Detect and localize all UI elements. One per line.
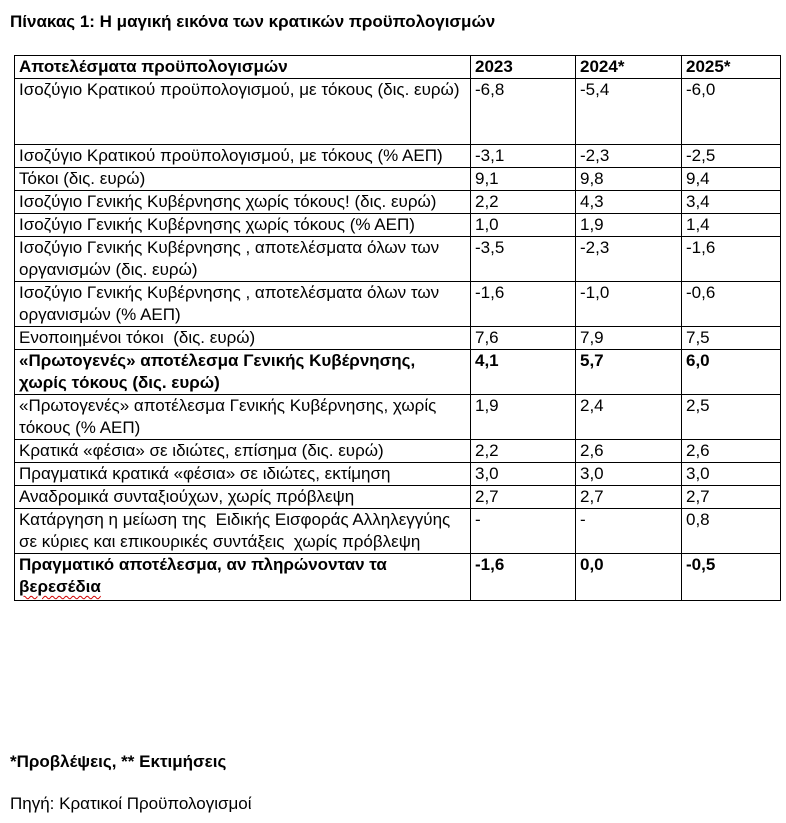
cell-2025: -0,6 (682, 282, 781, 327)
table-row (15, 395, 781, 440)
table-row-highlight (15, 350, 781, 395)
table-header-row (15, 56, 781, 79)
row-label: Ισοζύγιο Γενικής Κυβέρνησης , αποτελέσματα όλων των οργανισμών (% ΑΕΠ) (15, 282, 471, 327)
cell-2023: -3,1 (471, 145, 576, 168)
cell-2025: 3,0 (682, 463, 781, 486)
footnote: *Προβλέψεις, ** Εκτιμήσεις (10, 752, 227, 771)
cell-2025: -6,0 (682, 79, 781, 145)
cell-2025: -1,6 (682, 237, 781, 282)
cell-2024: 2,4 (576, 395, 682, 440)
table-row (15, 509, 781, 554)
table-row (15, 191, 781, 214)
row-label: Ισοζύγιο Γενικής Κυβέρνησης , αποτελέσματα όλων των οργανισμών (δις. ευρώ) (15, 237, 471, 282)
header-2023: 2023 (471, 56, 576, 79)
table-row (15, 145, 781, 168)
cell-2023: -1,6 (471, 554, 576, 601)
row-label: Τόκοι (δις. ευρώ) (15, 168, 471, 191)
cell-2024: -2,3 (576, 145, 682, 168)
table-row (15, 486, 781, 509)
table-row (15, 168, 781, 191)
table-row (15, 440, 781, 463)
row-label: Ισοζύγιο Γενικής Κυβέρνησης χωρίς τόκους (% ΑΕΠ) (15, 214, 471, 237)
cell-2025: 9,4 (682, 168, 781, 191)
table-caption: Πίνακας 1: Η μαγική εικόνα των κρατικών προϋπολογισμών (10, 12, 496, 31)
cell-2024: -5,4 (576, 79, 682, 145)
table-row (15, 214, 781, 237)
source-note: Πηγή: Κρατικοί Προϋπολογισμοί (10, 794, 252, 813)
budget-results-table (14, 55, 781, 601)
cell-2024: 2,7 (576, 486, 682, 509)
cell-2025: 2,7 (682, 486, 781, 509)
row-label: «Πρωτογενές» αποτέλεσμα Γενικής Κυβέρνησης, χωρίς τόκους (% ΑΕΠ) (15, 395, 471, 440)
row-label: «Πρωτογενές» αποτέλεσμα Γενικής Κυβέρνησης, χωρίς τόκους (δις. ευρώ) (15, 350, 471, 395)
row-label: Αναδρομικά συνταξιούχων, χωρίς πρόβλεψη (15, 486, 471, 509)
row-label: Ισοζύγιο Γενικής Κυβέρνησης χωρίς τόκους! (δις. ευρώ) (15, 191, 471, 214)
cell-2025: 2,5 (682, 395, 781, 440)
cell-2024: 9,8 (576, 168, 682, 191)
cell-2023: 2,7 (471, 486, 576, 509)
cell-2024: -2,3 (576, 237, 682, 282)
header-2025: 2025* (682, 56, 781, 79)
table-row-total (15, 554, 781, 601)
cell-2024: 7,9 (576, 327, 682, 350)
cell-2023: -3,5 (471, 237, 576, 282)
cell-2025: 0,8 (682, 509, 781, 554)
row-label: Ισοζύγιο Κρατικού προϋπολογισμού, με τόκους (δις. ευρώ) (15, 79, 471, 145)
cell-2024: 2,6 (576, 440, 682, 463)
cell-2025: -2,5 (682, 145, 781, 168)
cell-2025: 2,6 (682, 440, 781, 463)
cell-2024: 4,3 (576, 191, 682, 214)
cell-2023: 7,6 (471, 327, 576, 350)
cell-2024: 0,0 (576, 554, 682, 601)
cell-2023: 3,0 (471, 463, 576, 486)
cell-2025: -0,5 (682, 554, 781, 601)
cell-2023: -6,8 (471, 79, 576, 145)
row-label: Πραγματικά κρατικά «φέσια» σε ιδιώτες, εκτίμηση (15, 463, 471, 486)
table-row (15, 79, 781, 145)
cell-2024: - (576, 509, 682, 554)
row-label (15, 554, 471, 601)
cell-2023: -1,6 (471, 282, 576, 327)
row-label: Ισοζύγιο Κρατικού προϋπολογισμού, με τόκους (% ΑΕΠ) (15, 145, 471, 168)
cell-2023: 4,1 (471, 350, 576, 395)
cell-2024: 3,0 (576, 463, 682, 486)
cell-2024: 5,7 (576, 350, 682, 395)
cell-2025: 6,0 (682, 350, 781, 395)
cell-2025: 1,4 (682, 214, 781, 237)
table-row (15, 463, 781, 486)
row-label-main: Πραγματικό αποτέλεσμα, αν πληρώνονταν τα (19, 555, 392, 574)
table-row (15, 327, 781, 350)
header-label: Αποτελέσματα προϋπολογισμών (15, 56, 471, 79)
cell-2023: - (471, 509, 576, 554)
cell-2023: 9,1 (471, 168, 576, 191)
row-label: Ενοποιημένοι τόκοι (δις. ευρώ) (15, 327, 471, 350)
spellcheck-flagged-word: βερεσέδια (19, 577, 101, 596)
row-label: Κατάργηση η μείωση της Ειδικής Εισφοράς Αλληλεγγύης σε κύριες και επικουρικές συντάξεις χωρίς πρόβλεψη (15, 509, 471, 554)
cell-2024: -1,0 (576, 282, 682, 327)
header-2024: 2024* (576, 56, 682, 79)
table-row (15, 237, 781, 282)
cell-2024: 1,9 (576, 214, 682, 237)
cell-2023: 2,2 (471, 440, 576, 463)
cell-2025: 3,4 (682, 191, 781, 214)
cell-2023: 1,0 (471, 214, 576, 237)
cell-2025: 7,5 (682, 327, 781, 350)
cell-2023: 2,2 (471, 191, 576, 214)
table-row (15, 282, 781, 327)
cell-2023: 1,9 (471, 395, 576, 440)
row-label: Κρατικά «φέσια» σε ιδιώτες, επίσημα (δις. ευρώ) (15, 440, 471, 463)
